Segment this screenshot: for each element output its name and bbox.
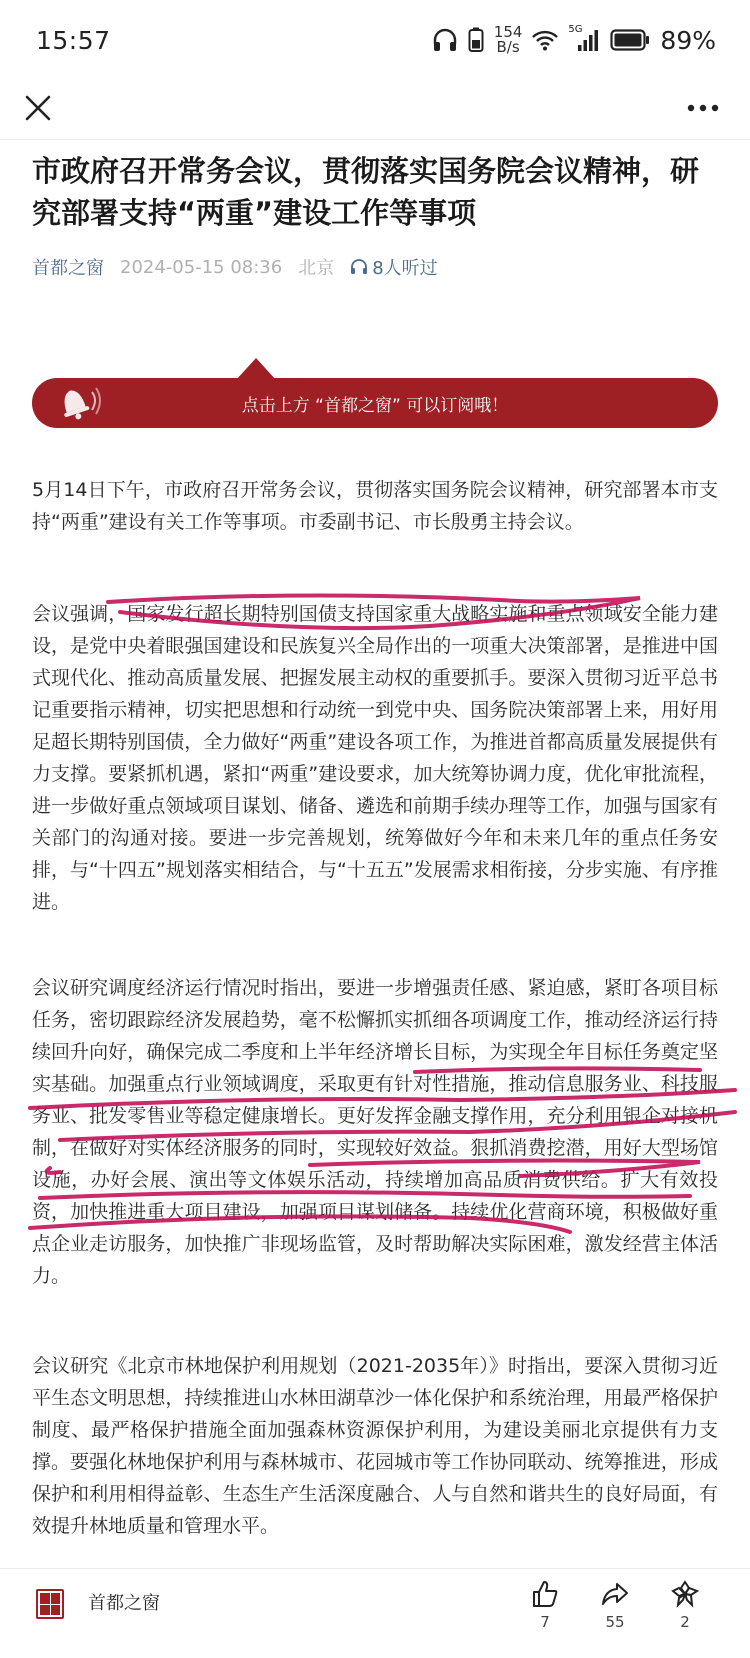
status-icons <box>432 25 716 55</box>
flower-icon <box>670 1579 700 1609</box>
publish-location: 北京 <box>298 258 335 279</box>
source-link[interactable]: 首都之窗 <box>32 258 104 279</box>
net-speed <box>494 25 523 55</box>
headphones-icon <box>432 28 458 52</box>
channel-name[interactable]: 首都之窗 <box>88 1593 160 1614</box>
listen-count: 8人听过 <box>372 258 438 279</box>
paragraph-1: 5月14日下午，市政府召开常务会议，贯彻落实国务院会议精神，研究部署本市支持“两重”建设有关工作等事项。市委副书记、市长殷勇主持会议。 <box>32 479 718 533</box>
battery-icon <box>610 29 650 51</box>
share-count: 55 <box>605 1613 625 1631</box>
net-speed-unit: B/s <box>496 38 520 56</box>
close-button[interactable] <box>18 88 58 128</box>
share-button[interactable] <box>585 1579 645 1631</box>
like-button[interactable] <box>515 1579 575 1631</box>
wifi-icon <box>532 29 558 51</box>
banner-text: 点击上方 “首都之窗” 可以订阅哦！ <box>241 395 509 416</box>
like-count: 7 <box>540 1613 550 1631</box>
status-bar <box>0 0 750 80</box>
close-icon <box>25 95 51 121</box>
phone-battery-icon <box>468 27 484 53</box>
channel-logo[interactable] <box>36 1589 64 1619</box>
subscribe-banner[interactable] <box>32 378 718 428</box>
battery-percent: 89% <box>660 25 716 55</box>
paragraph-3: 会议研究调度经济运行情况时指出，要进一步增强责任感、紧迫感，紧盯各项目标任务，密切跟踪经济发展趋势，毫不松懈抓实抓细各项调度工作，推动经济运行持续回升向好，确保完成二季度和上半年经济增长目标，为实现全年目标任务奠定坚实基础。加强重点行业领域调度，采取更有针对性措施，推动信息服务业、科技服务业、批发零售业等稳定健康增长。更好发挥金融支撑作用，充分利用银企对接机制，在做好对实体经济服务的同时，实现较好效益。狠抓消费挖潜，用好大型场馆设施，办好会展、演出等文体娱乐活动，持续增加高品质消费供给。扩大有效投资，加快推进重大项目建设，加强项目谋划储备。持续优化营商环境，积极做好重点企业走访服务，加快推广非现场监管，及时帮助解决实际困难，激发经营主体活力。 <box>32 977 718 1287</box>
headphones-icon <box>350 259 368 275</box>
signal-label: 5G <box>568 24 583 35</box>
article-meta <box>32 254 438 280</box>
article-title: 市政府召开常务会议，贯彻落实国务院会议精神，研究部署支持“两重”建设工作等事项 <box>32 154 700 230</box>
share-arrow-icon <box>600 1579 630 1609</box>
paragraph-4: 会议研究《北京市林地保护利用规划（2021-2035年）》时指出，要深入贯彻习近平生态文明思想，持续推进山水林田湖草沙一体化保护和系统治理，用最严格保护制度、最严格保护措施全面加强森林资源保护利用，为建设美丽北京提供有力支撑。要强化林地保护利用与森林城市、花园城市等工作协同联动、统筹推进，形成保护和利用相得益彰、生态生产生活深度融合、人与自然和谐共生的良好局面，有效提升林地质量和管理水平。 <box>32 1355 718 1537</box>
recommend-count: 2 <box>680 1613 690 1631</box>
signal-icon <box>568 24 600 52</box>
banner-pointer <box>236 358 276 380</box>
net-speed-value: 154 <box>493 23 523 41</box>
thumbs-up-icon <box>530 1579 560 1609</box>
bottom-bar <box>0 1568 750 1658</box>
bell-icon <box>42 380 106 426</box>
listen-button[interactable] <box>350 254 437 280</box>
more-button[interactable] <box>678 88 728 128</box>
publish-date: 2024-05-15 08:36 <box>120 256 283 278</box>
recommend-button[interactable] <box>655 1579 715 1631</box>
more-dots-icon <box>687 104 719 112</box>
top-bar <box>0 80 750 140</box>
paragraph-2: 会议强调，国家发行超长期特别国债支持国家重大战略实施和重点领域安全能力建设，是党中央着眼强国建设和民族复兴全局作出的一项重大决策部署，是推进中国式现代化、推动高质量发展、把握发展主动权的重要抓手。要深入贯彻习近平总书记重要指示精神，切实把思想和行动统一到党中央、国务院决策部署上来，用好用足超长期特别国债，全力做好“两重”建设各项工作，为推进首都高质量发展提供有力支撑。要紧抓机遇，紧扣“两重”建设要求，加大统筹协调力度，优化审批流程，进一步做好重点领域项目谋划、储备、遴选和前期手续办理等工作，加强与国家有关部门的沟通对接。要进一步完善规划，统筹做好今年和未来几年的重点任务安排，与“十四五”规划落实相结合，与“十五五”发展需求相衔接，分步实施、有序推进。 <box>32 603 718 913</box>
status-time: 15:57 <box>36 25 111 55</box>
